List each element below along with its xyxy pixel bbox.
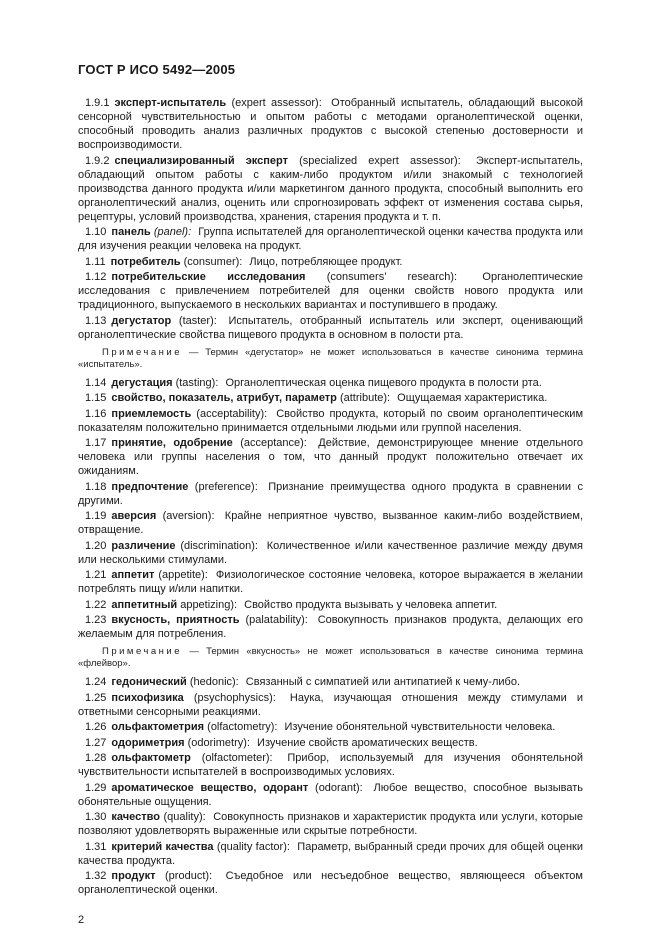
- term-english: appetizing):: [180, 598, 238, 611]
- note-label: Примечание: [102, 346, 182, 358]
- term-1-27: [78, 736, 583, 750]
- term-definition: Физиологическое состояние человека, которое выражается в желании потреблять пищу и/или напитки.: [78, 569, 583, 595]
- term-english: (hedonic):: [189, 676, 239, 688]
- term-name: аверсия: [111, 510, 157, 522]
- term-number: 1.28: [85, 752, 107, 764]
- term-number: 1.9.2: [85, 154, 110, 167]
- term-1-15: [78, 391, 583, 405]
- term-english: (specialized expert assessor):: [299, 154, 461, 167]
- term-english: (appetite):: [158, 569, 208, 581]
- term-1-10: [78, 225, 583, 253]
- term-name: гедонический: [111, 676, 187, 688]
- term-name: свойство, показатель, атрибут, параметр: [111, 392, 337, 404]
- term-1-19: [78, 509, 583, 537]
- term-name: дегустатор: [111, 314, 172, 327]
- page-number: 2: [78, 914, 85, 926]
- term-number: 1.23: [85, 614, 107, 626]
- term-number: 1.12: [85, 271, 107, 283]
- term-english: (odorimetry):: [187, 736, 250, 749]
- term-name: потребитель: [110, 255, 181, 268]
- term-definition: Крайне неприятное чувство, вызванное каким-либо воздействием, отвращение.: [78, 510, 583, 536]
- term-definition: Органолептические исследования с привлечением потребителей для оценки свойств нового продукта или традиционного, выпускаемого в нескольких вариантах и поступившего в продажу.: [78, 271, 584, 311]
- term-definition: Съедобное или несъедобное вещество, являющееся объектом органолептической оценки.: [78, 870, 583, 896]
- term-number: 1.25: [85, 691, 107, 704]
- term-1-26: [78, 720, 583, 734]
- term-definition: Эксперт-испытатель, обладающий опытом работы с каким-либо продуктом и/или знакомый с технологией производства данного продукта и/или маркетингом данного продукта, способный выполнить его органолептический анализ, оценить или спрогнозировать эффект от изменения состава сырья, рецептуры, условий производства, хранения, старения продукта и т. п.: [78, 154, 583, 223]
- term-english: (quality):: [163, 811, 206, 823]
- term-name: потребительские исследования: [111, 271, 306, 283]
- term-english: (palatability):: [245, 614, 308, 626]
- term-number: 1.27: [85, 736, 107, 749]
- term-definition: Свойство продукта вызывать у человека аппетит.: [244, 598, 498, 611]
- term-english: (psychophysics):: [193, 691, 276, 704]
- term-definition: Изучение свойств ароматических веществ.: [257, 736, 478, 749]
- term-name: панель: [111, 226, 151, 238]
- note-label: Примечание: [102, 646, 182, 657]
- term-name: приемлемость: [111, 407, 192, 420]
- note-text: — Термин «вкусность» не может использоваться в качестве синонима термина «флейвор».: [78, 646, 583, 669]
- term-1-14: [78, 376, 583, 390]
- note-taster: [78, 347, 583, 371]
- term-definition: Количественное и/или качественное различие между двумя или несколькими стимулами.: [78, 539, 584, 566]
- term-definition: Совокупность признаков продукта, делающих его желаемым для потребления.: [78, 614, 584, 640]
- term-english: (panel):: [153, 226, 192, 238]
- term-number: 1.30: [85, 811, 107, 823]
- term-name: ольфактометр: [111, 752, 191, 764]
- term-english: (product):: [165, 870, 213, 882]
- term-name: дегустация: [111, 376, 173, 389]
- term-definition: Отобранный испытатель, обладающий высокой сенсорной чувствительностью и опытом работы с методами органолептической оценки, способный проводить анализ различных продуктов с высокой степенью достоверности и воспроизводимости.: [78, 97, 583, 151]
- term-english: (acceptability):: [196, 407, 268, 420]
- term-1-28: [78, 751, 583, 779]
- term-definition: Лицо, потребляющее продукт.: [249, 255, 403, 268]
- term-name: продукт: [111, 870, 156, 882]
- term-1-13: [78, 314, 583, 342]
- term-definition: Прибор, используемый для изучения обонятельной чувствительности испытателей в воспроизводимых условиях.: [78, 752, 583, 778]
- term-number: 1.13: [85, 314, 107, 327]
- term-english: (acceptance):: [240, 437, 307, 449]
- term-definition: Группа испытателей для органолептической оценки качества продукта или для изучения реакции человека на продукт.: [78, 226, 583, 252]
- term-definition: Связанный с симпатией или антипатией к чему-либо.: [245, 676, 521, 688]
- term-definition: Любое вещество, способное вызывать обонятельные ощущения.: [78, 781, 584, 808]
- term-number: 1.20: [85, 539, 107, 552]
- term-definition: Параметр, выбранный среди прочих для общей оценки качества продукта.: [78, 840, 583, 867]
- term-name: ароматическое вещество, одорант: [111, 781, 309, 794]
- term-english: (discrimination):: [180, 539, 258, 552]
- term-english: (quality factor):: [216, 840, 290, 853]
- term-english: (taster):: [178, 314, 217, 327]
- term-1-30: [78, 810, 583, 838]
- note-text: — Термин «дегустатор» не может использоваться в качестве синонима термина «испытатель».: [78, 346, 583, 370]
- term-definition: Свойство продукта, который по своим органолептическим показателям положительно принимается отдельными людьми или группой населения.: [78, 407, 584, 434]
- term-name: одориметрия: [111, 736, 185, 749]
- term-number: 1.15: [85, 392, 107, 404]
- term-1-32: [78, 869, 583, 897]
- term-number: 1.26: [85, 721, 107, 733]
- term-1-25: [78, 691, 583, 719]
- term-number: 1.9.1: [85, 97, 110, 109]
- term-1-11: [78, 255, 583, 269]
- term-name: различение: [111, 539, 176, 552]
- term-name: аппетит: [111, 569, 155, 581]
- term-number: 1.17: [85, 437, 107, 449]
- term-number: 1.11: [85, 255, 106, 268]
- term-name: вкусность, приятность: [111, 614, 240, 626]
- term-english: (attribute):: [339, 392, 391, 404]
- term-definition: Изучение обонятельной чувствительности человека.: [284, 721, 556, 733]
- term-number: 1.24: [85, 676, 107, 688]
- term-1-21: [78, 568, 583, 596]
- term-1-24: [78, 675, 583, 689]
- term-english: (aversion):: [162, 510, 215, 522]
- term-name: ольфактометрия: [111, 721, 205, 733]
- term-1-18: [78, 480, 583, 508]
- term-name: аппетитный: [111, 598, 178, 611]
- term-1-20: [78, 539, 583, 567]
- term-name: предпочтение: [111, 480, 189, 493]
- term-1-23: [78, 613, 583, 641]
- term-1-9-1: [78, 96, 583, 152]
- term-number: 1.22: [85, 598, 107, 611]
- term-name: качество: [111, 811, 160, 823]
- term-number: 1.19: [85, 510, 107, 522]
- term-definition: Действие, демонстрирующее мнение отдельного человека или группы населения о том, что данный продукт положительно отвечает их ожиданиям.: [78, 437, 584, 477]
- term-definition: Признание преимущества одного продукта в сравнении с другими.: [78, 480, 583, 507]
- term-english: (olfactometer):: [201, 752, 273, 764]
- term-number: 1.16: [85, 407, 107, 420]
- term-1-16: [78, 407, 583, 435]
- term-english: (consumer):: [183, 255, 243, 268]
- term-english: (olfactometry):: [207, 721, 278, 733]
- term-1-31: [78, 840, 583, 868]
- term-number: 1.10: [85, 226, 107, 238]
- term-number: 1.14: [85, 376, 107, 389]
- term-name: специализированный эксперт: [114, 154, 288, 167]
- term-1-22: [78, 598, 583, 612]
- term-number: 1.32: [85, 870, 107, 882]
- term-1-17: [78, 436, 583, 478]
- term-name: принятие, одобрение: [111, 437, 233, 449]
- term-name: психофизика: [111, 691, 184, 704]
- term-definition: Наука, изучающая отношения между стимулами и ответными сенсорными реакциями.: [78, 691, 584, 718]
- term-name: критерий качества: [111, 840, 214, 853]
- term-english: (odorant):: [315, 781, 363, 794]
- note-palatability: [78, 646, 583, 670]
- term-name: эксперт-испытатель: [114, 97, 227, 109]
- term-definition: Органолептическая оценка пищевого продукта в полости рта.: [225, 376, 542, 389]
- term-definition: Ощущаемая характеристика.: [397, 392, 548, 404]
- term-english: (consumers’ research):: [326, 271, 458, 283]
- term-definition: Испытатель, отобранный испытатель или эксперт, оценивающий органолептические свойства пищевого продукта в основном в полости рта.: [78, 314, 583, 341]
- term-english: (expert assessor):: [231, 97, 322, 109]
- term-number: 1.31: [85, 840, 107, 853]
- term-definition: Совокупность признаков и характеристик продукта или услуги, которые позволяют удовлетворять выраженные или скрытые потребности.: [78, 811, 583, 837]
- term-1-29: [78, 781, 583, 809]
- term-english: (tasting):: [175, 376, 219, 389]
- term-1-12: [78, 270, 583, 312]
- term-1-9-2: [78, 154, 583, 224]
- term-english: (preference):: [194, 480, 258, 493]
- term-number: 1.29: [85, 781, 107, 794]
- term-number: 1.21: [85, 569, 107, 581]
- document-code: ГОСТ Р ИСО 5492—2005: [78, 62, 236, 77]
- term-number: 1.18: [85, 480, 107, 493]
